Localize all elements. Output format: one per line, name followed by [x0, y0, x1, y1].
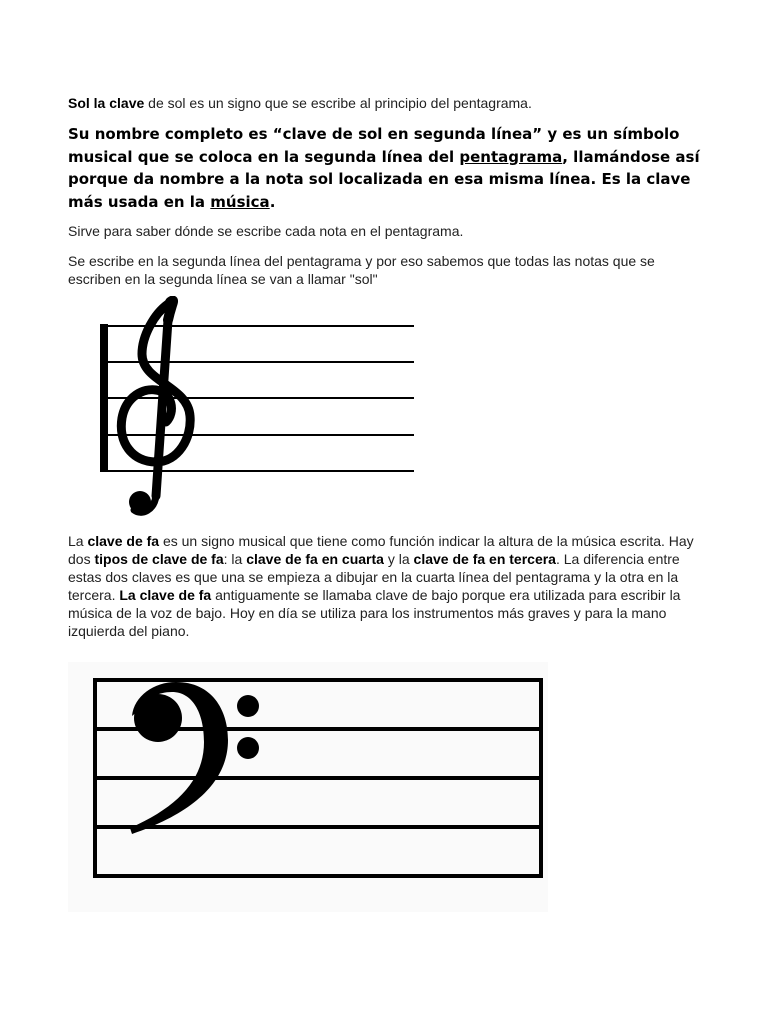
bass-text-3: : la [223, 551, 247, 567]
barline [100, 324, 108, 472]
bold-lead: Sol la clave [68, 95, 145, 111]
bass-text-1: La [68, 533, 88, 549]
paragraph-intro [68, 94, 708, 112]
bass-bold-5: La clave de fa [119, 587, 212, 603]
link-musica[interactable]: música [210, 192, 270, 211]
intro-text: de sol es un signo que se escribe al principio del pentagrama. [144, 95, 532, 111]
paragraph-second-line: Se escribe en la segunda línea del pentagrama y por eso sabemos que todas las notas que se escriben en la segunda línea se van a llamar "sol" [68, 253, 655, 287]
treble-clef-dot [129, 491, 151, 513]
link-pentagrama[interactable]: pentagrama [459, 147, 563, 166]
bass-text-4: y la [383, 551, 414, 567]
treble-clef-figure [96, 296, 418, 529]
treble-clef-icon [121, 301, 190, 513]
treble-desc-text-2: , llamándose así porque da nombre a la nota sol localizada en esa misma línea. Es la clave más usada en la [68, 147, 700, 211]
bass-text-2: es un signo musical que tiene como función indicar la altura de la música escrita. Hay dos [68, 533, 694, 567]
paragraph-bass-clef [68, 532, 708, 640]
treble-desc-text-1: Su nombre completo es “clave de sol en segunda línea” y es un símbolo musical que se coloca en la segunda línea del [68, 125, 680, 166]
treble-clef-staff [96, 296, 418, 524]
bass-clef-dot-upper [237, 695, 259, 717]
bass-clef-figure [68, 662, 548, 917]
treble-desc-text-3: . [269, 192, 276, 211]
bass-bold-1: clave de fa [87, 533, 160, 549]
paragraph-treble-description [68, 123, 708, 213]
bass-bold-3: clave de fa en cuarta [246, 551, 384, 567]
bass-clef-staff [68, 662, 548, 912]
bass-text-6: antiguamente se llamaba clave de bajo porque era utilizada para escribir la música de la voz de bajo. Hoy en día se utiliza para los instrumentos más graves y para la mano izquierda del piano. [68, 587, 681, 639]
bass-text-5: . La diferencia entre estas dos claves es que una se empieza a dibujar en la cuarta línea del pentagrama y la otra en la tercera. [68, 551, 680, 603]
bass-clef-dot-lower [237, 737, 259, 759]
paragraph-purpose: Sirve para saber dónde se escribe cada nota en el pentagrama. [68, 223, 464, 239]
bass-clef-head [134, 694, 182, 742]
bass-bold-2: tipos de clave de fa [94, 551, 224, 567]
staff-lines [100, 326, 414, 471]
bass-bold-4: clave de fa en tercera [413, 551, 556, 567]
